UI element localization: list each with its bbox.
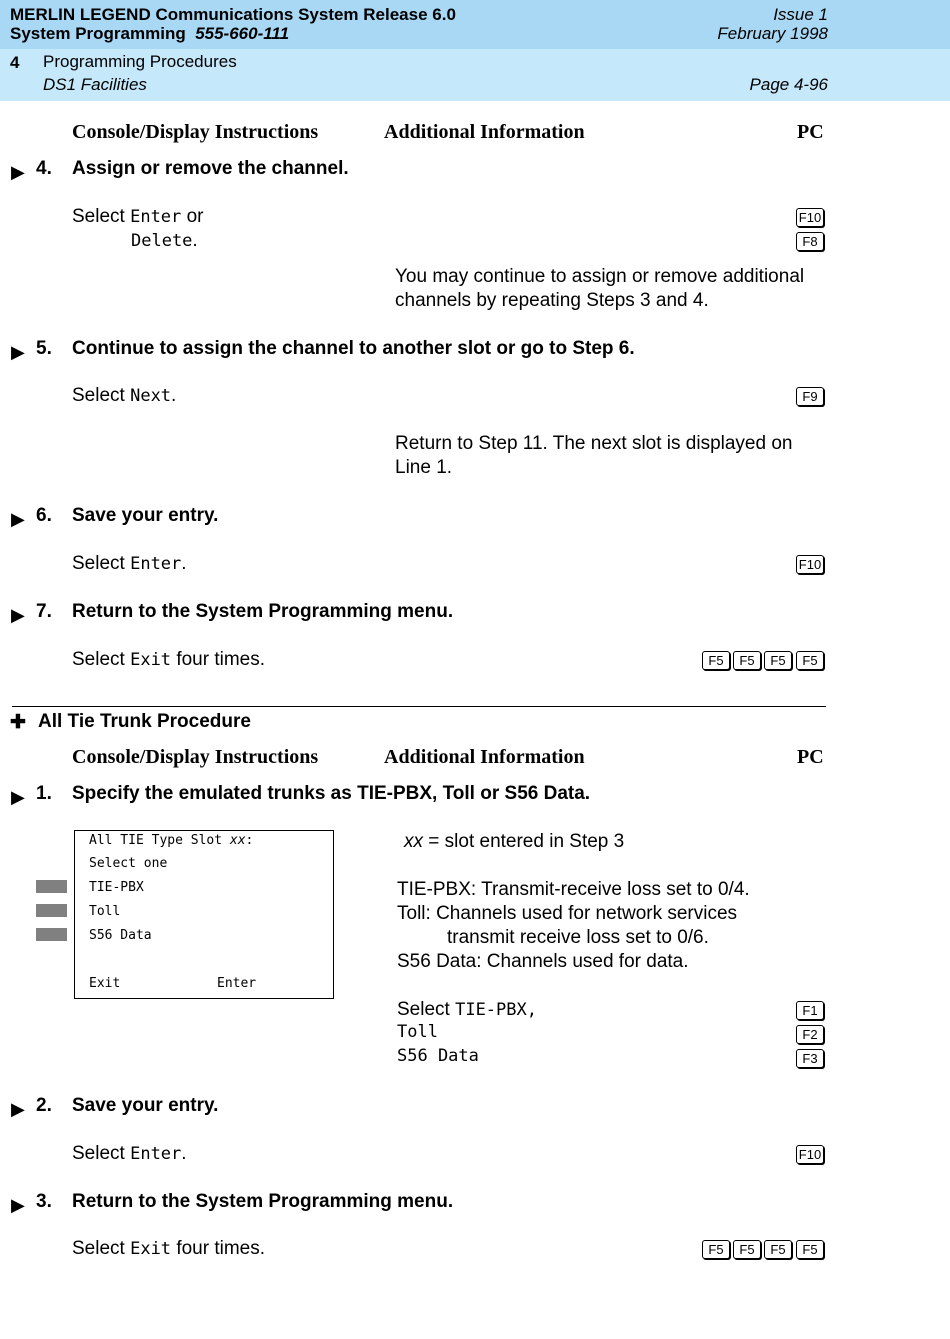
select-word: Select	[72, 1238, 125, 1259]
function-key: F1	[796, 1001, 824, 1020]
option-s56-data: S56 Data	[397, 1046, 479, 1066]
instruction-line	[72, 206, 203, 228]
doc-subtitle	[10, 24, 289, 44]
info-text: Line 1.	[395, 457, 453, 478]
col-pc-header: PC	[797, 121, 824, 143]
procedure-title: All Tie Trunk Procedure	[38, 711, 251, 732]
info-text: Return to Step 11. The next slot is displayed on	[395, 433, 793, 454]
option-enter: Enter	[130, 554, 182, 574]
function-key: F10	[796, 555, 824, 574]
step-arrow-icon: ▶	[11, 1195, 25, 1215]
option-exit: Exit	[130, 1239, 172, 1259]
xx-desc: = slot entered in Step 3	[428, 831, 625, 852]
section-title: DS1 Facilities	[43, 75, 147, 94]
info-text: TIE-PBX: Transmit-receive loss set to 0/4.	[397, 879, 750, 900]
step-number: 6.	[36, 505, 52, 526]
col-additional-header: Additional Information	[384, 121, 585, 143]
info-text: transmit receive loss set to 0/6.	[447, 927, 709, 948]
function-key: F5	[733, 651, 761, 670]
step-arrow-icon: ▶	[11, 162, 25, 182]
chapter-number: 4	[10, 53, 20, 72]
step-number: 3.	[36, 1191, 52, 1212]
info-text: Toll: Channels used for network services	[397, 903, 738, 924]
screen-option-tie-pbx: TIE-PBX	[89, 880, 144, 895]
screen-title-suffix: :	[245, 833, 254, 848]
option-enter: Enter	[130, 1144, 182, 1164]
period: .	[181, 1143, 187, 1164]
step-arrow-icon: ▶	[11, 787, 25, 807]
screen-title-var: xx	[229, 833, 246, 848]
step-title: Continue to assign the channel to another slot or go to Step 6.	[72, 338, 635, 359]
screen-option-s56-data: S56 Data	[89, 928, 152, 943]
section-divider	[12, 706, 826, 707]
select-word: Select	[397, 999, 450, 1020]
or-word: or	[186, 206, 204, 227]
issue-label: Issue 1	[773, 5, 828, 24]
period: .	[171, 385, 177, 406]
four-times: four times.	[176, 1238, 266, 1259]
instruction-line	[72, 385, 176, 407]
col-console-header: Console/Display Instructions	[72, 746, 319, 768]
function-key: F10	[796, 208, 824, 227]
function-key: F10	[796, 1145, 824, 1164]
step-number: 7.	[36, 601, 52, 622]
console-display-screen	[74, 830, 334, 999]
step-arrow-icon: ▶	[11, 509, 25, 529]
instruction-line	[72, 553, 187, 575]
screen-option-toll: Toll	[89, 904, 121, 919]
function-key: F5	[764, 1240, 792, 1259]
col-additional-header: Additional Information	[384, 746, 585, 768]
option-enter: Enter	[130, 207, 182, 227]
info-text: You may continue to assign or remove additional	[395, 266, 805, 287]
function-key: F5	[702, 1240, 730, 1259]
xx-var: xx	[404, 831, 423, 852]
info-text: channels by repeating Steps 3 and 4.	[395, 290, 709, 311]
info-text	[404, 831, 624, 853]
option-exit: Exit	[130, 650, 172, 670]
issue-date: February 1998	[717, 24, 828, 43]
softkey-indicator	[36, 880, 67, 893]
function-key: F5	[796, 651, 824, 670]
chapter-title: Programming Procedures	[43, 52, 237, 71]
info-text: S56 Data: Channels used for data.	[397, 951, 689, 972]
screen-line-prompt: Select one	[89, 856, 168, 871]
doc-title: MERLIN LEGEND Communications System Release 6.0	[10, 5, 456, 24]
function-key: F3	[796, 1049, 824, 1068]
option-delete: Delete	[131, 231, 193, 251]
screen-title-text: All TIE Type Slot	[89, 833, 230, 848]
instruction-line	[72, 649, 265, 671]
page-number: Page 4-96	[749, 75, 828, 94]
step-number: 4.	[36, 158, 52, 179]
screen-softkey-enter: Enter	[217, 976, 257, 991]
step-title: Save your entry.	[72, 1095, 219, 1116]
col-pc-header: PC	[797, 746, 824, 768]
four-times: four times.	[176, 649, 266, 670]
screen-softkey-exit: Exit	[89, 976, 121, 991]
softkey-indicator	[36, 928, 67, 941]
select-word: Select	[72, 1143, 125, 1164]
instruction-line	[72, 1238, 265, 1260]
doc-number: 555-660-111	[195, 24, 290, 43]
subtitle-prefix: System Programming	[10, 24, 186, 43]
function-key: F5	[733, 1240, 761, 1259]
softkey-indicator	[36, 904, 67, 917]
period: .	[192, 230, 198, 251]
step-title: Return to the System Programming menu.	[72, 1191, 454, 1212]
select-word: Select	[72, 649, 125, 670]
instruction-line	[72, 1143, 187, 1165]
function-key: F2	[796, 1025, 824, 1044]
step-title: Assign or remove the channel.	[72, 158, 349, 179]
step-number: 2.	[36, 1095, 52, 1116]
option-toll: Toll	[397, 1022, 438, 1042]
select-word: Select	[72, 385, 125, 406]
function-key: F5	[764, 651, 792, 670]
instruction-line	[131, 230, 198, 252]
function-key: F5	[796, 1240, 824, 1259]
col-console-header: Console/Display Instructions	[72, 121, 319, 143]
step-arrow-icon: ▶	[11, 1099, 25, 1119]
screen-line-title	[89, 833, 253, 849]
select-word: Select	[72, 206, 125, 227]
function-key: F8	[796, 232, 824, 251]
function-key: F9	[796, 387, 824, 406]
step-title: Return to the System Programming menu.	[72, 601, 454, 622]
step-arrow-icon: ▶	[11, 342, 25, 362]
step-number: 5.	[36, 338, 52, 359]
procedure-bullet-icon: ✚	[10, 712, 26, 733]
select-word: Select	[72, 553, 125, 574]
period: .	[181, 553, 187, 574]
function-key: F5	[702, 651, 730, 670]
option-next: Next	[130, 386, 172, 406]
step-arrow-icon: ▶	[11, 605, 25, 625]
instruction-line	[397, 999, 537, 1021]
step-title: Specify the emulated trunks as TIE-PBX, Toll or S56 Data.	[72, 783, 591, 804]
step-title: Save your entry.	[72, 505, 219, 526]
step-number: 1.	[36, 783, 52, 804]
option-tie-pbx: TIE-PBX,	[455, 1000, 537, 1020]
